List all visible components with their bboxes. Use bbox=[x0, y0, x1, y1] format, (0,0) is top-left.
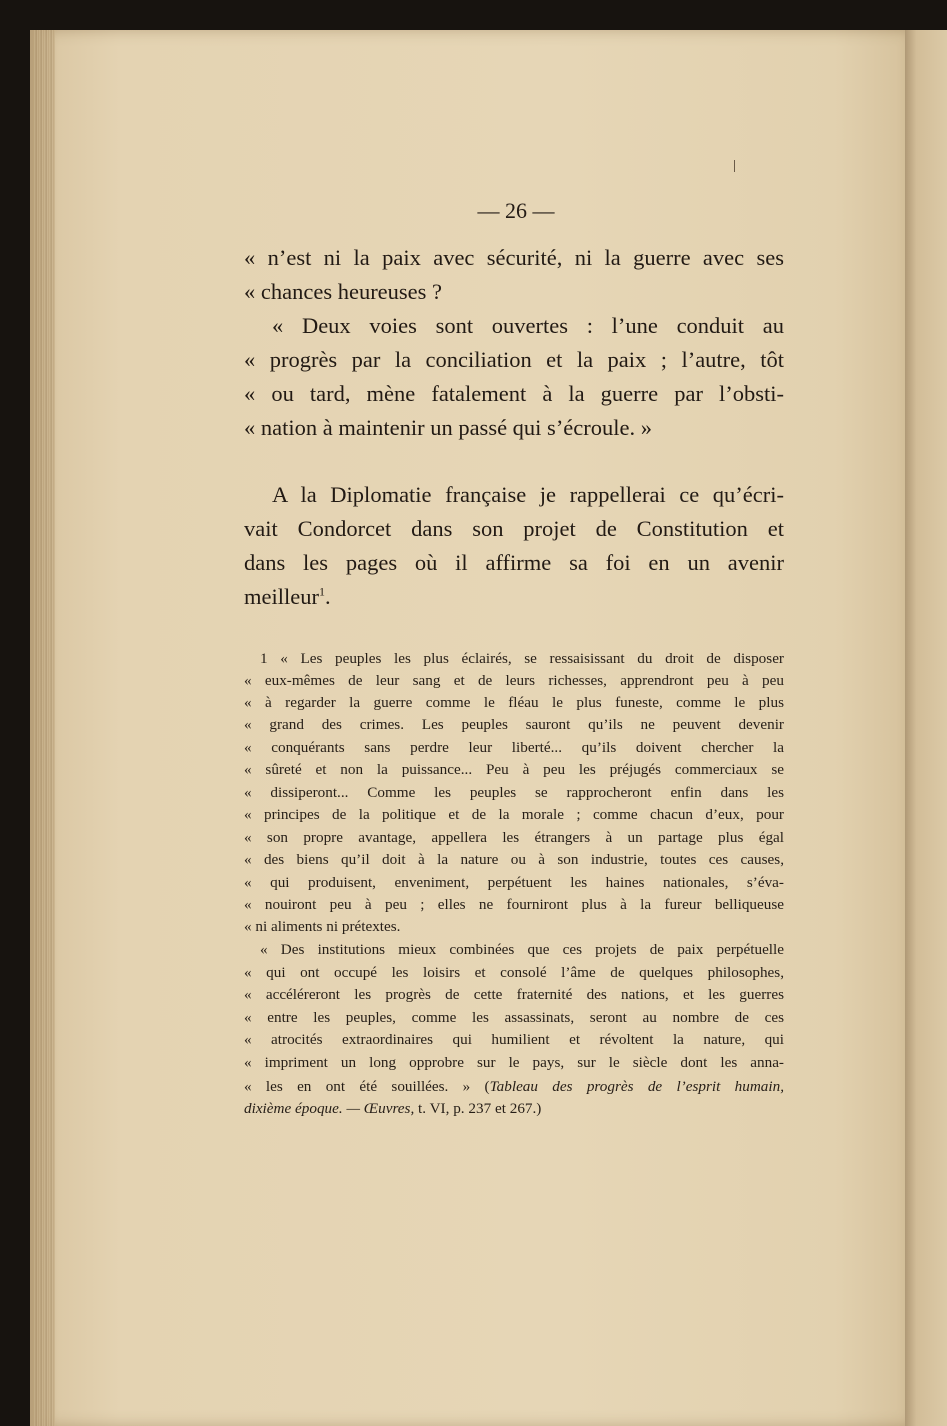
page-number: — 26 — bbox=[477, 198, 555, 223]
footnote-line-17: « entre les peuples, comme les assassinats, seront au nombre de ces bbox=[244, 1009, 784, 1026]
adjacent-page-edge bbox=[902, 30, 947, 1426]
paragraph-line-4 bbox=[244, 584, 331, 610]
footnote-final-plain: « les en ont été souillées. » ( bbox=[244, 1078, 490, 1095]
footnote-line-19: « impriment un long opprobre sur le pays, sur le siècle dont les anna- bbox=[244, 1054, 784, 1071]
footnote-line-final bbox=[244, 1078, 784, 1096]
footnote-line-8: « principes de la politique et de la morale ; comme chacun d’eux, pour bbox=[244, 806, 784, 823]
footnote-line-16: « accéléreront les progrès de cette fraternité des nations, et les guerres bbox=[244, 986, 784, 1003]
footnote-line-4: « grand des crimes. Les peuples sauront qu’ils ne peuvent devenir bbox=[244, 716, 784, 733]
footnote-citation-plain: t. VI, p. 237 et 267.) bbox=[418, 1100, 542, 1117]
quote-line-6: « nation à maintenir un passé qui s’écroule. » bbox=[244, 415, 653, 440]
footnote-line-12: « nouiront peu à peu ; elles ne fourniront plus à la fureur belliqueuse bbox=[244, 896, 784, 913]
footnote-line-citation bbox=[244, 1100, 541, 1118]
footnote-line-6: « sûreté et non la puissance... Peu à peu les préjugés commerciaux se bbox=[244, 761, 784, 778]
quote-line-5: « ou tard, mène fatalement à la guerre par l’obsti- bbox=[244, 381, 784, 406]
footnote-final-italic-title: Tableau des progrès de l’esprit humain, bbox=[489, 1078, 784, 1095]
quote-line-1: « n’est ni la paix avec sécurité, ni la guerre avec ses bbox=[244, 245, 784, 270]
footnote-line-1: 1 « Les peuples les plus éclairés, se ressaisissant du droit de disposer bbox=[260, 650, 784, 667]
footnote-line-9: « son propre avantage, appellera les étrangers à un partage plus égal bbox=[244, 829, 784, 846]
footnote-line-7: « dissiperont... Comme les peuples se rapprocheront enfin dans les bbox=[244, 784, 784, 801]
page-edge-shading bbox=[33, 30, 55, 1426]
footnote-line-11: « qui produisent, enveniment, perpétuent les haines nationales, s’éva- bbox=[244, 874, 784, 891]
footnote-line-14: « Des institutions mieux combinées que ces projets de paix perpétuelle bbox=[260, 941, 784, 958]
paragraph-line-3: dans les pages où il affirme sa foi en un avenir bbox=[244, 550, 784, 575]
printer-mark bbox=[734, 160, 735, 172]
quote-line-2: « chances heureuses ? bbox=[244, 279, 443, 304]
footnote-line-18: « atrocités extraordinaires qui humilient et révoltent la nature, qui bbox=[244, 1031, 784, 1048]
quote-line-4: « progrès par la conciliation et la paix ; l’autre, tôt bbox=[244, 347, 784, 372]
footnote-line-13: « ni aliments ni prétextes. bbox=[244, 918, 401, 935]
paragraph-line-4-text: meilleur bbox=[244, 584, 319, 609]
quote-line-3: « Deux voies sont ouvertes : l’une conduit au bbox=[272, 313, 784, 338]
paragraph-line-2: vait Condorcet dans son projet de Constitution et bbox=[244, 516, 784, 541]
footnote-line-10: « des biens qu’il doit à la nature ou à son industrie, toutes ces causes, bbox=[244, 851, 784, 868]
footnote-line-2: « eux-mêmes de leur sang et de leurs richesses, apprendront peu à peu bbox=[244, 672, 784, 689]
paragraph-line-1: A la Diplomatie française je rappellerai ce qu’écri- bbox=[272, 482, 784, 507]
footnote-reference: 1 bbox=[318, 584, 325, 599]
footnote-citation-italic: dixième époque. — Œuvres, bbox=[244, 1100, 415, 1117]
paragraph-end-period: . bbox=[324, 584, 331, 609]
footnote-line-15: « qui ont occupé les loisirs et consolé l’âme de quelques philosophes, bbox=[244, 964, 784, 981]
footnote-line-5: « conquérants sans perdre leur liberté... qu’ils doivent chercher la bbox=[244, 739, 784, 756]
footnote-line-3: « à regarder la guerre comme le fléau le plus funeste, comme le plus bbox=[244, 694, 784, 711]
